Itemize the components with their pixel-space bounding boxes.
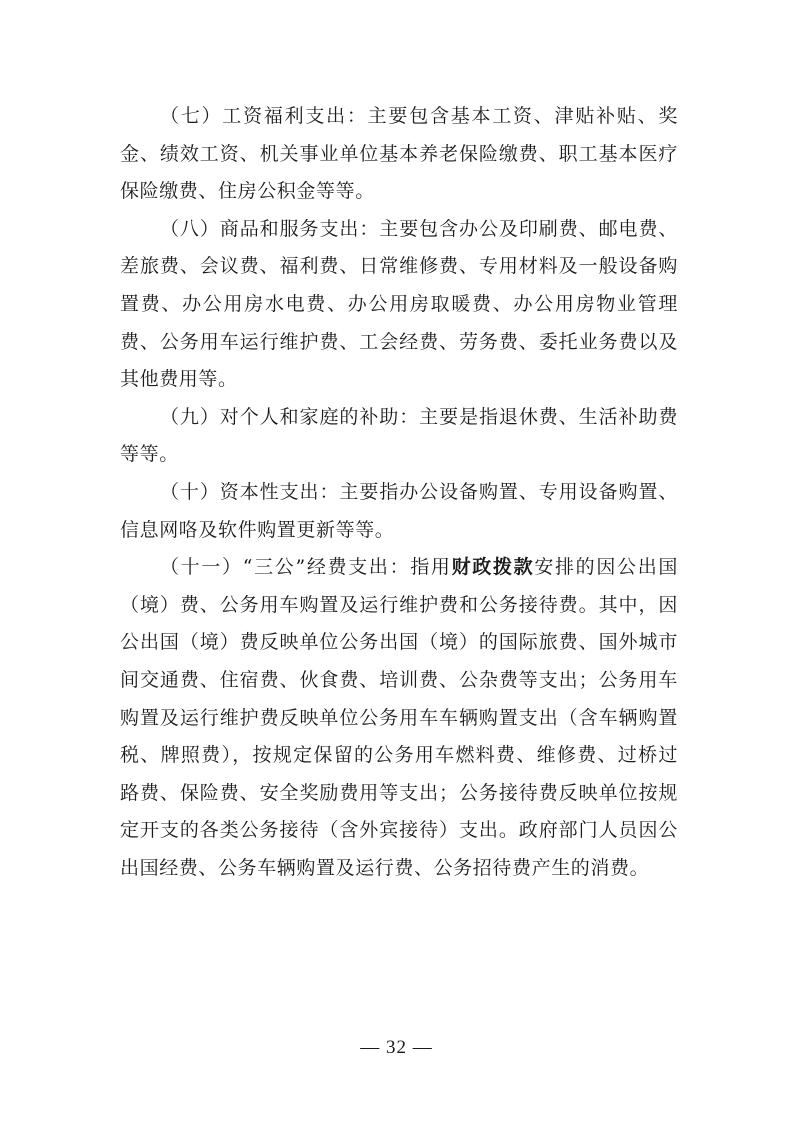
paragraph-capital-expenditure: （十）资本性支出：主要指办公设备购置、专用设备购置、信息网咯及软件购置更新等等。 [120,480,678,541]
paragraph-text-rest: 安排的因公出国（境）费、公务用车购置及运行维护费和公务接待费。其中，因公出国（境）费反映单位公务出国（境）的国际旅费、国外城市间交通费、住宿费、伙食费、培训费、公杂费等支出；公务用车购置及运行维护费反映单位公务用车车辆购置支出（含车辆购置税、牌照费），按规定保留的公务用车燃料费、维修费、过桥过路费、保险费、安全奖励费用等支出；公务接待费反映单位按规定开支的各类公务接待（含外宾接待）支出。政府部门人员因公出国经费、公务车辆购置及运行费、公务招待费产生的消费。 [120,556,678,879]
paragraph-text-start: （十一）“三公”经费支出：指用 [160,556,452,579]
document-body [120,98,678,887]
paragraph-goods-services: （八）商品和服务支出：主要包含办公及印刷费、邮电费、差旅费、会议费、福利费、日常维修费、专用材料及一般设备购置费、办公用房水电费、办公用房取暖费、办公用房物业管理费、公务用车运行维护费、工会经费、劳务费、委托业务费以及其他费用等。 [120,217,678,391]
paragraph-three-public-expenses [120,549,678,887]
paragraph-household-subsidy: （九）对个人和家庭的补助：主要是指退休费、生活补助费等等。 [120,405,678,466]
page-number: — 32 — [360,1037,433,1058]
paragraph-wage-welfare: （七）工资福利支出：主要包含基本工资、津贴补贴、奖金、绩效工资、机关事业单位基本养老保险缴费、职工基本医疗保险缴费、住房公积金等等。 [120,105,678,203]
emphasis-fiscal-appropriation: 财政拨款 [451,556,535,579]
